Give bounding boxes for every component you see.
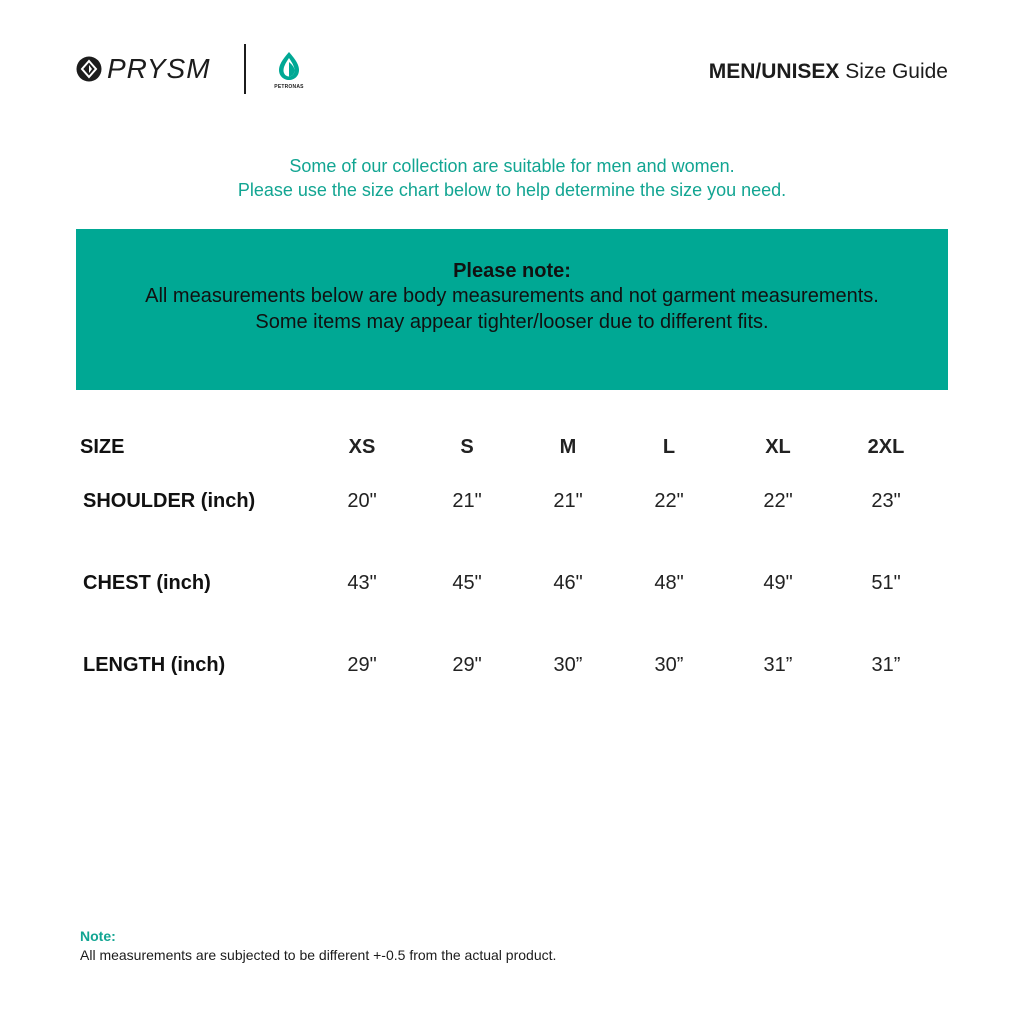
petronas-wordmark: PETRONAS bbox=[274, 84, 304, 90]
size-column-header: XS bbox=[348, 436, 376, 458]
logo-divider bbox=[244, 44, 246, 94]
row-label: SHOULDER (inch) bbox=[83, 490, 256, 512]
notice-body: All measurements below are body measurements and not garment measurements. Some items may appear tighter/looser due to different fits. bbox=[145, 285, 879, 333]
intro-line-1: Some of our collection are suitable for men and women. bbox=[289, 156, 735, 176]
intro-text bbox=[0, 154, 1024, 202]
footnote-text: All measurements are subjected to be different +-0.5 from the actual product. bbox=[80, 947, 557, 963]
size-column-header: L bbox=[662, 436, 676, 458]
petronas-logo bbox=[272, 50, 306, 90]
notice-heading: Please note: bbox=[453, 260, 571, 282]
size-column-header: XL bbox=[765, 436, 791, 458]
prysm-logo bbox=[76, 53, 211, 84]
footnote-label: Note: bbox=[80, 928, 116, 944]
row-label: LENGTH (inch) bbox=[83, 654, 226, 676]
measurement-value: 46" bbox=[553, 572, 583, 594]
measurement-value: 29" bbox=[452, 654, 482, 676]
measurement-value: 21" bbox=[553, 490, 583, 512]
prysm-wordmark: PRYSM bbox=[107, 53, 211, 84]
row-label: CHEST (inch) bbox=[83, 572, 211, 594]
footnote bbox=[80, 928, 556, 963]
measurement-value: 31” bbox=[763, 654, 793, 676]
measurement-value: 20" bbox=[347, 490, 377, 512]
intro-line-2: Please use the size chart below to help determine the size you need. bbox=[237, 180, 787, 200]
measurement-value: 48" bbox=[654, 572, 684, 594]
measurement-value: 49" bbox=[763, 572, 793, 594]
size-column-header: 2XL bbox=[867, 436, 905, 458]
measurement-value: 43" bbox=[347, 572, 377, 594]
size-column-header: M bbox=[559, 436, 577, 458]
prysm-mark-icon bbox=[76, 56, 102, 82]
measurement-value: 29" bbox=[347, 654, 377, 676]
header bbox=[76, 44, 948, 94]
petronas-emblem-icon bbox=[272, 50, 306, 82]
measurement-value: 45" bbox=[452, 572, 482, 594]
page-title bbox=[709, 60, 948, 84]
notice-banner bbox=[76, 229, 948, 390]
measurement-value: 22" bbox=[654, 490, 684, 512]
measurement-value: 23" bbox=[871, 490, 901, 512]
size-column-header: S bbox=[460, 436, 474, 458]
measurement-value: 22" bbox=[763, 490, 793, 512]
measurement-value: 51" bbox=[871, 572, 901, 594]
page-title-bold: MEN/UNISEX bbox=[708, 60, 840, 83]
measurement-value: 30” bbox=[553, 654, 583, 676]
measurement-value: 31” bbox=[871, 654, 901, 676]
size-header: SIZE bbox=[80, 436, 125, 458]
page-title-rest: Size Guide bbox=[845, 60, 948, 83]
measurement-value: 21" bbox=[452, 490, 482, 512]
measurement-value: 30” bbox=[654, 654, 684, 676]
